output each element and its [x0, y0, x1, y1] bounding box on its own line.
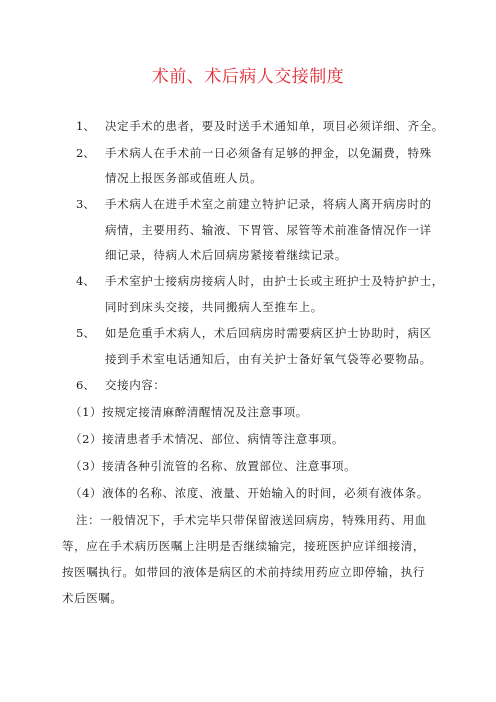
- item-6-number: 6、: [76, 378, 95, 392]
- item-2-line-1: 手术病人在手术前一日必须备有足够的押金，以免漏费，特殊: [105, 146, 432, 160]
- item-4-line-2: 同时到床头交接，共同搬病人至推车上。: [105, 300, 323, 314]
- item-3-line-3: 细记录，待病人术后回病房紧接着继续记录。: [105, 248, 347, 262]
- item-4-line-1: 手术室护士接病房接病人时，由护士长或主班护士及特护护士，: [105, 274, 444, 288]
- note-line-4: 术后医嘱。: [62, 591, 123, 605]
- item-1-line-1: 决定手术的患者，要及时送手术通知单，项目必须详细、齐全。: [105, 119, 444, 133]
- note-line-1: 注：一般情况下，手术完毕只带保留液送回病房，特殊用药、用血: [76, 513, 427, 527]
- item-2-number: 2、: [76, 146, 95, 160]
- subitem-2: （2）接清患者手术情况、部位、病情等注意事项。: [70, 432, 345, 446]
- subitem-1: （1）按规定接清麻醉清醒情况及注意事项。: [70, 405, 308, 419]
- note-line-2: 等，应在手术病历医嘱上注明是否继续输完，接班医护应详细接清，: [62, 539, 425, 553]
- document-title: 术前、术后病人交接制度: [151, 67, 345, 87]
- subitem-4: （4）液体的名称、浓度、液量、开始输入的时间，必须有液体条。: [70, 486, 429, 500]
- item-3-line-1: 手术病人在进手术室之前建立特护记录，将病人离开病房时的: [105, 197, 432, 211]
- item-4-number: 4、: [76, 274, 95, 288]
- subitem-3: （3）接清各种引流管的名称、放置部位、注意事项。: [70, 459, 357, 473]
- item-5-line-2: 接到手术室电话通知后，由有关护士备好氧气袋等必要物品。: [105, 352, 432, 366]
- item-6-line-1: 交接内容：: [105, 378, 166, 392]
- item-1-number: 1、: [76, 119, 95, 133]
- item-5-number: 5、: [76, 326, 95, 340]
- item-3-line-2: 病情，主要用药、输液、下胃管、尿管等术前准备情况作一详: [105, 223, 432, 237]
- item-2-line-2: 情况上报医务部或值班人员。: [105, 171, 263, 185]
- item-3-number: 3、: [76, 197, 95, 211]
- note-line-3: 按医嘱执行。如带回的液体是病区的术前持续用药应立即停输，执行: [62, 565, 425, 579]
- item-5-line-1: 如是危重手术病人，术后回病房时需要病区护士协助时，病区: [105, 326, 432, 340]
